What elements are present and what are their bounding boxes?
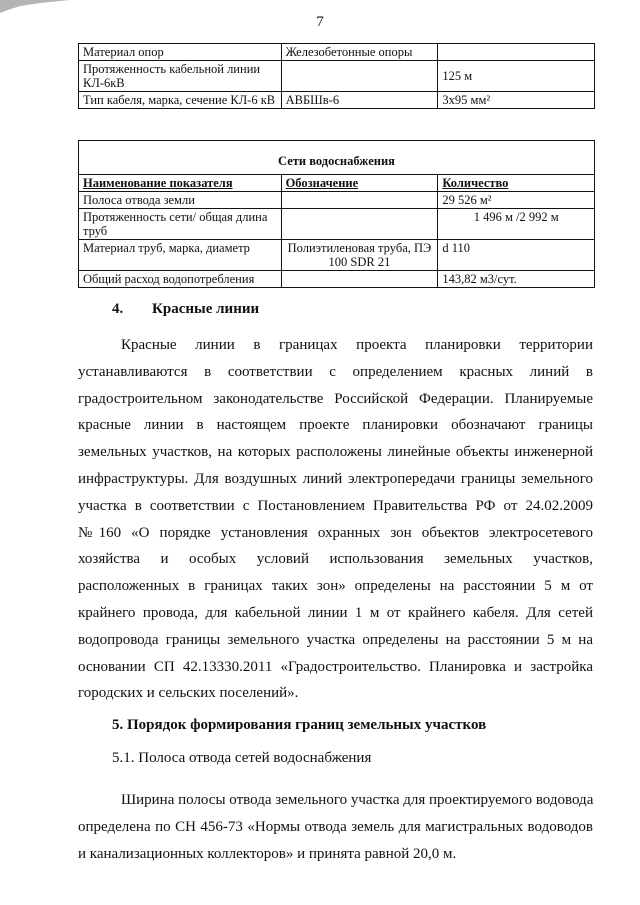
table-cell: 3х95 мм² xyxy=(438,92,595,109)
section-4-number: 4. xyxy=(112,301,124,317)
table-cell: Материал труб, марка, диаметр xyxy=(79,240,282,271)
table-cell: Полиэтиленовая труба, ПЭ 100 SDR 21 xyxy=(281,240,438,271)
column-header: Количество xyxy=(438,175,595,192)
table-row xyxy=(79,209,595,240)
table-cell: Тип кабеля, марка, сечение КЛ-6 кВ xyxy=(79,92,282,109)
paragraph-line: №160 «О порядке установления охранных зон объектов электросетевого xyxy=(78,524,593,541)
table-cell: АВБШв-6 xyxy=(281,92,438,109)
table-cell: 143,82 м3/сут. xyxy=(438,271,595,288)
table-cell: Материал опор xyxy=(79,44,282,61)
subsection-5-1-title: 5.1. Полоса отвода сетей водоснабжения xyxy=(112,750,372,766)
table-row xyxy=(79,92,595,109)
table-cell: d 110 xyxy=(438,240,595,271)
paragraph-line: Ширина полосы отвода земельного участка для проектируемого водовода xyxy=(121,792,594,808)
paragraph-line: определена по СН 456-73 «Нормы отвода земель для магистральных водоводов xyxy=(78,818,593,835)
table-cell xyxy=(281,61,438,92)
paragraph-line: и канализационных коллекторов» и принята равной 20,0 м. xyxy=(78,845,457,862)
table-title-row xyxy=(79,141,595,175)
paragraph-line: устанавливаются в соответствии с определением красных линий в xyxy=(78,363,593,380)
table-cell: 29 526 м² xyxy=(438,192,595,209)
table-cell xyxy=(438,44,595,61)
table-cell: 125 м xyxy=(438,61,595,92)
table-row xyxy=(79,61,595,92)
table-cell: Полоса отвода земли xyxy=(79,192,282,209)
column-header: Обозначение xyxy=(281,175,438,192)
paragraph-line: крайнего провода, для кабельной линии 1 м от крайнего кабеля. Для сетей xyxy=(78,604,593,621)
paragraph-line: хозяйства и особых условий использования земельных участков, xyxy=(78,551,593,568)
table-cell: Протяженность сети/ общая длина труб xyxy=(79,209,282,240)
paragraph-line: инфраструктуры. Для воздушных линий электропередачи границы земельного xyxy=(78,470,593,487)
table-cell: Железобетонные опоры xyxy=(281,44,438,61)
paragraph-line: расположенных в границах таких зон» определены на расстоянии 5 м от xyxy=(78,578,593,595)
paragraph-line: городских и сельских поселений». xyxy=(78,685,299,702)
table-header-row xyxy=(79,175,595,192)
scan-artifact xyxy=(0,0,70,14)
table-cell xyxy=(281,192,438,209)
paragraph-line: земельных участков, на которых расположены линейные объекты инженерной xyxy=(78,444,593,461)
paragraph-line: красные линии в настоящем проекте планировки обозначают границы xyxy=(78,417,593,434)
section-4-paragraph xyxy=(78,332,593,707)
water-supply-table xyxy=(78,140,595,288)
page-number: 7 xyxy=(316,14,324,30)
section-4-title: Красные линии xyxy=(152,301,260,317)
table-row xyxy=(79,44,595,61)
paragraph-line: участка в соответствии с Постановлением Правительства РФ от 24.02.2009 xyxy=(78,497,593,514)
table-cell: 1 496 м /2 992 м xyxy=(438,209,595,240)
table-cell xyxy=(281,271,438,288)
table-row xyxy=(79,271,595,288)
table-title: Сети водоснабжения xyxy=(79,141,595,175)
table-cell: Протяженность кабельной линии КЛ-6кВ xyxy=(79,61,282,92)
table-row xyxy=(79,240,595,271)
paragraph-line: градостроительном законодательстве Российской Федерации. Планируемые xyxy=(78,390,593,407)
paragraph-line: водопровода границы земельного участка определены на расстоянии 5 м на xyxy=(78,631,593,648)
section-5-paragraph xyxy=(78,787,593,867)
column-header: Наименование показателя xyxy=(79,175,282,192)
paragraph-line: Красные линии в границах проекта планировки территории xyxy=(121,337,593,353)
power-cable-table xyxy=(78,43,595,109)
paragraph-line: основании СП 42.13330.2011 «Градостроительство. Планировка и застройка xyxy=(78,658,593,675)
table-cell: Общий расход водопотребления xyxy=(79,271,282,288)
table-cell xyxy=(281,209,438,240)
section-5-title: 5. Порядок формирования границ земельных участков xyxy=(112,717,487,733)
table-row xyxy=(79,192,595,209)
